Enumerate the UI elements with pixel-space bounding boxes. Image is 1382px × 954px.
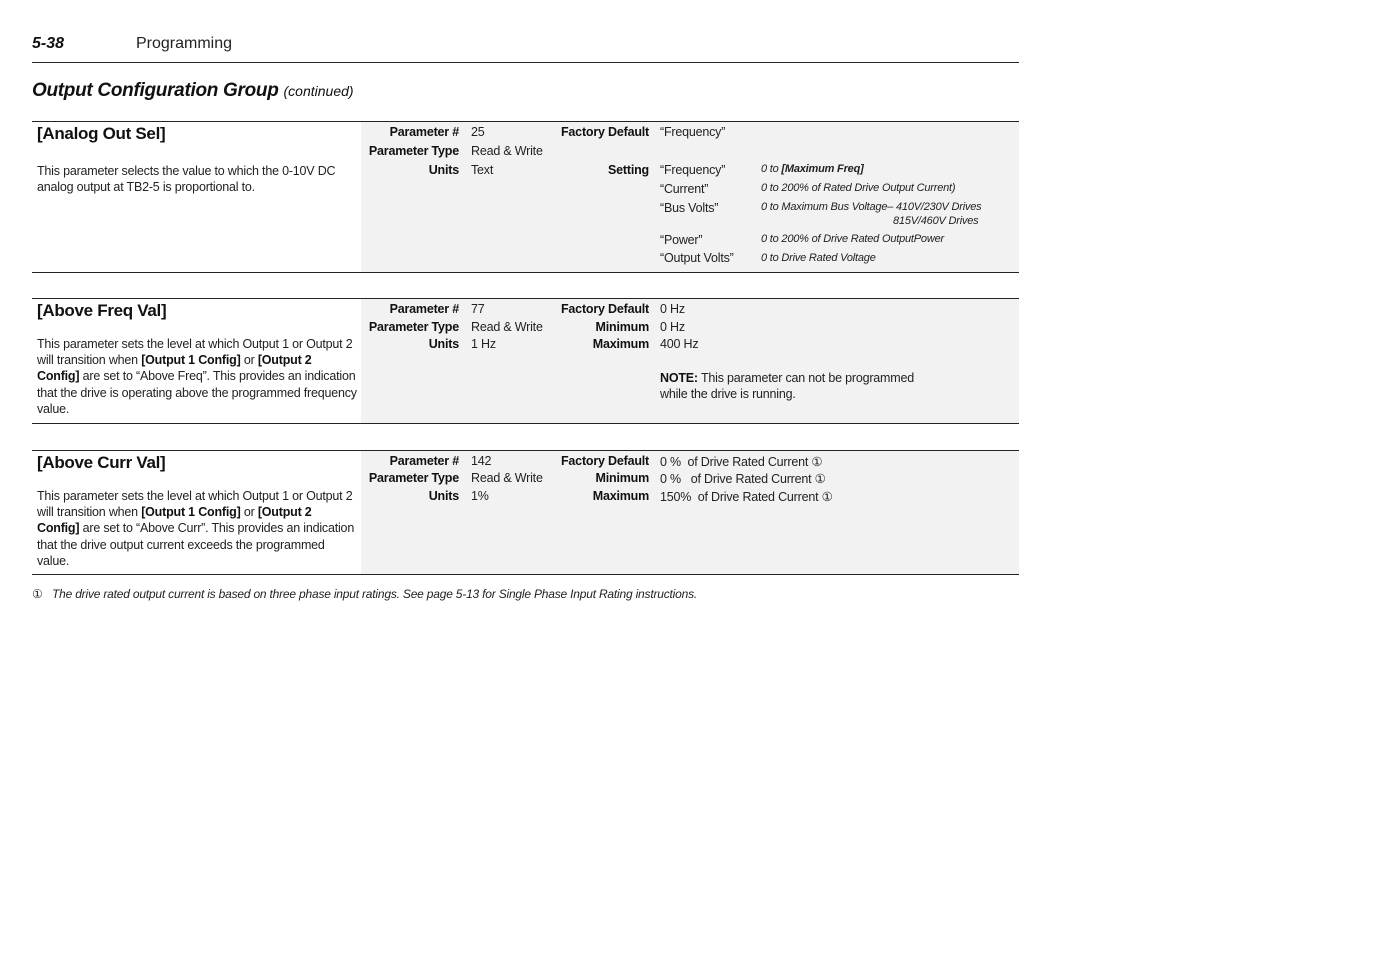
param-note: [660, 370, 930, 402]
param-type-value: Read & Write: [471, 144, 543, 158]
page-number: 5-38: [32, 35, 65, 52]
note-text: This parameter can not be programmed while the drive is running.: [660, 371, 914, 401]
minimum-label: Minimum: [595, 471, 649, 485]
setting-range: 0 to Drive Rated Voltage: [761, 252, 876, 264]
param-type-label: Parameter Type: [368, 471, 459, 485]
setting-range: 0 to 200% of Rated Drive Output Current): [761, 182, 956, 194]
maximum-label: Maximum: [592, 337, 649, 351]
factory-default-value: 0 Hz: [660, 302, 685, 316]
param-block-analog-out-sel: [32, 121, 1019, 273]
param-details-panel: [361, 122, 1019, 272]
footnote-mark: ①: [32, 587, 43, 601]
setting-name: “Frequency”: [660, 163, 726, 177]
param-description: This parameter sets the level at which Output 1 or Output 2 will transition when [Output 1 Config] or [Output 2 Config] are set to “Above Curr”. This provides an indication that the drive output current exceeds the programmed value.: [37, 489, 355, 568]
param-title: [Analog Out Sel]: [37, 124, 166, 143]
param-block-above-curr-val: [32, 450, 1019, 575]
footnote: [32, 587, 697, 601]
setting-range-param-ref: [Maximum Freq]: [781, 163, 864, 175]
factory-default-label: Factory Default: [561, 454, 649, 468]
units-label: Units: [428, 337, 459, 351]
units-value: Text: [471, 163, 494, 177]
setting-label: Setting: [608, 163, 649, 177]
maximum-value: 400 Hz: [660, 337, 699, 351]
setting-range-prefix: 0 to: [761, 163, 782, 175]
param-num-value: 77: [471, 302, 485, 316]
section-title: [32, 80, 354, 102]
setting-name: “Bus Volts”: [660, 201, 719, 215]
param-num-label: Parameter #: [389, 454, 459, 468]
note-label: NOTE:: [660, 371, 698, 385]
param-num-label: Parameter #: [389, 302, 459, 316]
minimum-value: 0 % of Drive Rated Current ①: [660, 472, 826, 486]
units-value: 1 Hz: [471, 337, 496, 351]
param-description: This parameter sets the level at which Output 1 or Output 2 will transition when [Output 1 Config] or [Output 2 Config] are set to “Above Freq”. This provides an indication that the drive is operating above the programmed frequency value.: [37, 337, 357, 416]
setting-range: [761, 163, 864, 175]
param-num-value: 142: [471, 454, 492, 468]
param-description: This parameter selects the value to which the 0-10V DC analog output at TB2-5 is proportional to.: [37, 164, 336, 195]
param-type-value: Read & Write: [471, 471, 543, 485]
param-details-panel: [361, 299, 1019, 423]
param-num-value: 25: [471, 125, 485, 139]
param-block-above-freq-val: [32, 298, 1019, 424]
header-rule: [32, 62, 1019, 63]
setting-name: “Output Volts”: [660, 251, 734, 265]
units-value: 1%: [471, 489, 489, 503]
param-title: [Above Curr Val]: [37, 453, 166, 472]
units-label: Units: [428, 163, 459, 177]
maximum-value: 150% of Drive Rated Current ①: [660, 490, 833, 504]
param-title: [Above Freq Val]: [37, 301, 167, 320]
minimum-value: 0 Hz: [660, 320, 685, 334]
footnote-text: The drive rated output current is based on three phase input ratings. See page 5-13 for Single Phase Input Rating instructions.: [52, 587, 698, 601]
setting-name: “Power”: [660, 233, 703, 247]
factory-default-label: Factory Default: [561, 125, 649, 139]
setting-range-line2: 815V/460V Drives: [893, 215, 979, 227]
chapter-title: Programming: [136, 35, 233, 52]
param-type-value: Read & Write: [471, 320, 543, 334]
setting-name: “Current”: [660, 182, 709, 196]
param-num-label: Parameter #: [389, 125, 459, 139]
factory-default-value: “Frequency”: [660, 125, 726, 139]
setting-range: 0 to Maximum Bus Voltage– 410V/230V Drives: [761, 201, 982, 213]
minimum-label: Minimum: [595, 320, 649, 334]
factory-default-value: 0 % of Drive Rated Current ①: [660, 455, 823, 469]
param-type-label: Parameter Type: [368, 144, 459, 158]
factory-default-label: Factory Default: [561, 302, 649, 316]
section-title-text: Output Configuration Group: [32, 80, 279, 101]
param-type-label: Parameter Type: [368, 320, 459, 334]
param-details-panel: [361, 451, 1019, 574]
setting-range: 0 to 200% of Drive Rated OutputPower: [761, 233, 944, 245]
section-continued: (continued): [283, 83, 354, 99]
units-label: Units: [428, 489, 459, 503]
maximum-label: Maximum: [592, 489, 649, 503]
